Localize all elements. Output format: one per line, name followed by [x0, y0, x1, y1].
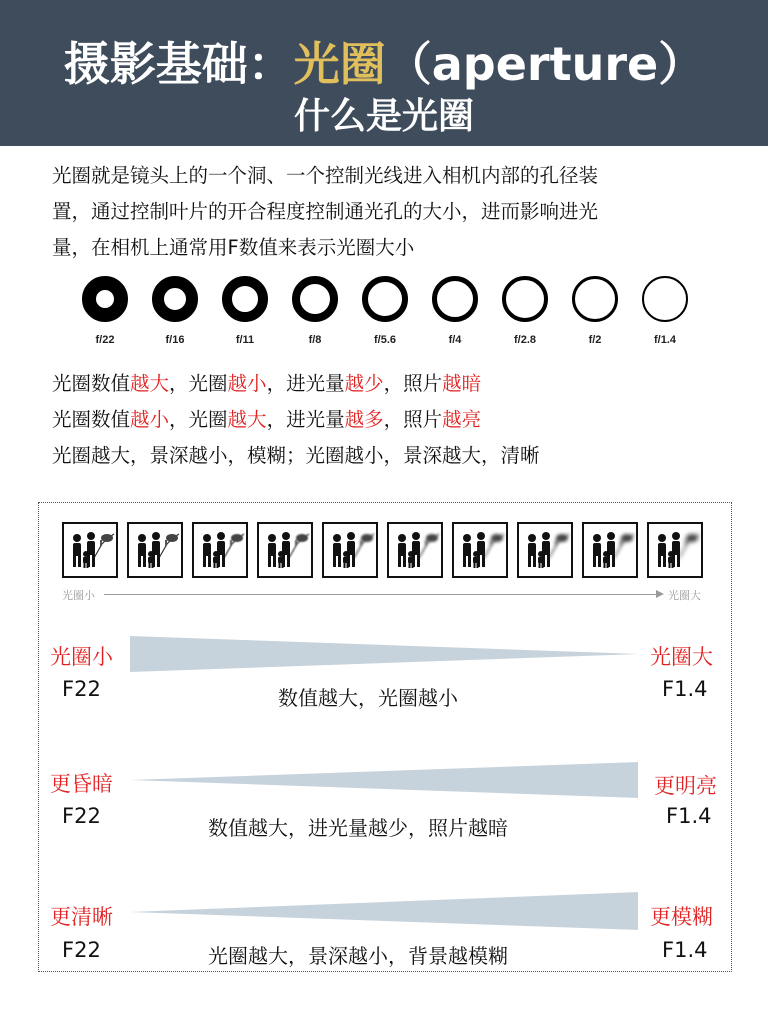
aperture-label: f/11 [235, 334, 255, 346]
title-prefix: 摄影基础： [63, 37, 294, 91]
page-subtitle: 什么是光圈 [293, 96, 474, 137]
aperture-label: f/2 [588, 334, 602, 346]
rule-text: ，照片 [383, 372, 443, 395]
compare-left-value: F22 [62, 938, 101, 962]
compare-caption: 数值越大，光圈越小 [278, 686, 458, 710]
aperture-label: f/4 [448, 334, 462, 346]
aperture-label: f/1.4 [653, 334, 676, 346]
strip-left-label: 光圈小 [62, 589, 95, 602]
rule-text: 光圈数值 [52, 372, 131, 395]
compare-left-label: 更清晰 [50, 905, 113, 929]
compare-right-label: 更模糊 [650, 905, 713, 929]
widening-wedge [130, 892, 638, 930]
aperture-label: f/16 [165, 334, 185, 346]
aperture-label: f/22 [95, 334, 115, 346]
rule-emphasis: 越少 [344, 372, 384, 395]
aperture-label: f/5.6 [373, 334, 396, 346]
rule-emphasis: 越小 [130, 408, 170, 431]
rule-text: ，照片 [383, 408, 443, 431]
compare-right-value: F1.4 [662, 677, 708, 701]
strip-right-label: 光圈大 [668, 589, 701, 602]
intro-line: 光圈就是镜头上的一个洞、一个控制光线进入相机内部的孔径装 [52, 164, 599, 187]
rule-text: ，光圈 [169, 372, 228, 395]
compare-left-value: F22 [62, 804, 101, 828]
title-highlight: 光圈 [293, 37, 386, 91]
rule-emphasis: 越小 [227, 372, 267, 395]
compare-left-value: F22 [62, 677, 101, 701]
compare-left-label: 更昏暗 [50, 772, 113, 796]
rule-text: ，光圈 [169, 408, 228, 431]
rule-emphasis: 越多 [344, 408, 384, 431]
compare-right-label: 光圈大 [650, 645, 713, 669]
rule-emphasis: 越亮 [442, 408, 482, 431]
compare-left-label: 光圈小 [50, 645, 113, 669]
compare-right-label: 更明亮 [654, 774, 717, 798]
aperture-label: f/2.8 [513, 334, 536, 346]
rule-emphasis: 越暗 [442, 372, 482, 395]
intro-line: 量，在相机上通常用F数值来表示光圈大小 [52, 236, 415, 259]
rule-text: ，进光量 [266, 372, 345, 395]
rule-text: ，进光量 [266, 408, 345, 431]
rule-emphasis: 越大 [130, 372, 170, 395]
compare-right-value: F1.4 [662, 938, 708, 962]
compare-caption: 数值越大，进光量越少，照片越暗 [208, 816, 508, 840]
narrowing-wedge [130, 636, 640, 672]
rule-line: 光圈越大，景深越小，模糊；光圈越小，景深越大，清晰 [52, 444, 540, 467]
rule-emphasis: 越大 [227, 408, 267, 431]
compare-right-value: F1.4 [666, 804, 712, 828]
widening-wedge [130, 762, 638, 798]
aperture-label: f/8 [308, 334, 322, 346]
intro-line: 置，通过控制叶片的开合程度控制通光孔的大小，进而影响进光 [52, 200, 599, 223]
rule-text: 光圈数值 [52, 408, 131, 431]
compare-caption: 光圈越大，景深越小，背景越模糊 [208, 944, 508, 968]
title-suffix: （aperture） [385, 37, 705, 91]
